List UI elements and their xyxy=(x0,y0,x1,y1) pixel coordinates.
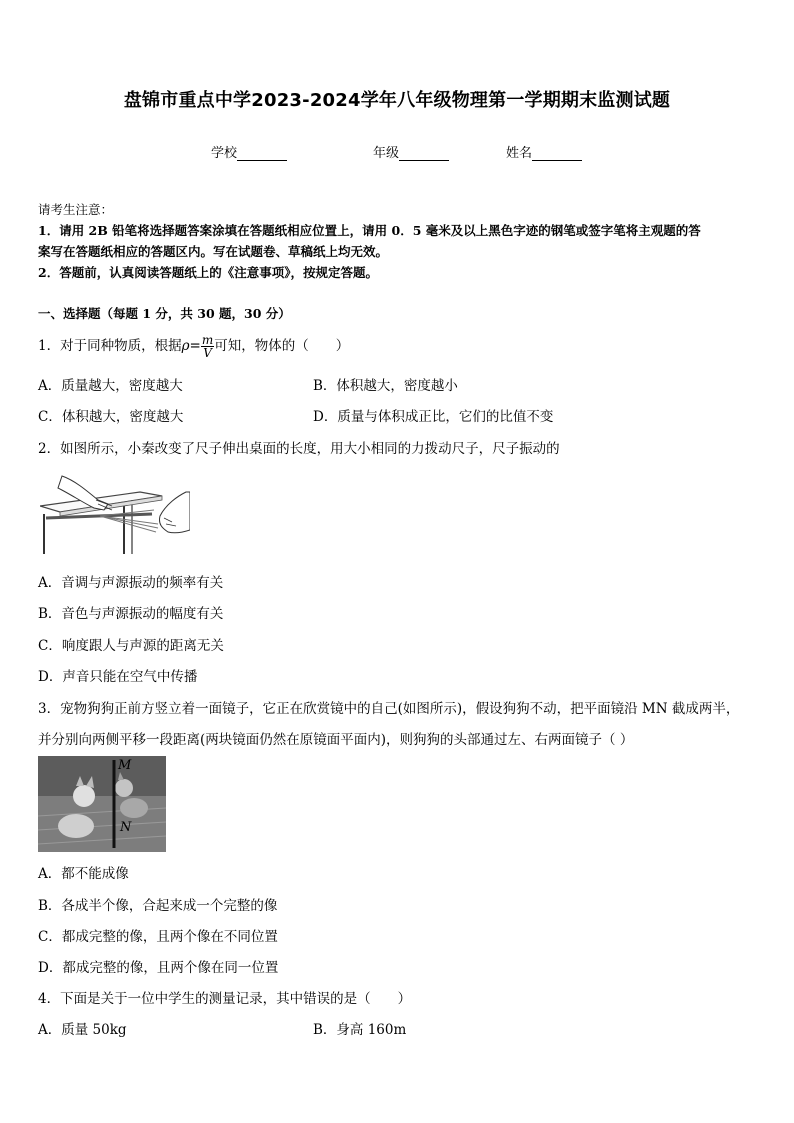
name-blank xyxy=(532,146,582,161)
q1-fraction xyxy=(201,334,214,359)
page-title: 盘锦市重点中学2023-2024学年八年级物理第一学期期末监测试题 xyxy=(123,90,671,111)
q3-option-d: D．都成完整的像，且两个像在同一位置 xyxy=(38,960,279,976)
grade-blank xyxy=(399,146,449,161)
q2-option-a: A．音调与声源振动的频率有关 xyxy=(38,575,224,591)
question-3-stem-line-1: 3．宠物狗狗正前方竖立着一面镜子，它正在欣赏镜中的自己(如图所示)，假设狗狗不动，把平面镜沿 MN 截成两半， xyxy=(38,701,740,717)
label-n: N xyxy=(120,820,132,835)
name-field xyxy=(506,142,582,161)
question-1-stem xyxy=(38,333,349,359)
q3-option-c: C．都成完整的像，且两个像在不同位置 xyxy=(38,929,278,945)
q1-equals: = xyxy=(189,338,201,354)
q1-stem-prefix: 1．对于同种物质，根据 xyxy=(38,338,182,354)
q2-option-d: D．声音只能在空气中传播 xyxy=(38,669,198,685)
grade-label: 年级 xyxy=(373,146,400,161)
dog-mirror-drawing xyxy=(38,756,166,852)
q3-option-a: A．都不能成像 xyxy=(38,866,129,882)
q1-stem-suffix: 可知，物体的（ ） xyxy=(214,338,350,354)
q2-option-c: C．响度跟人与声源的距离无关 xyxy=(38,638,224,654)
q1-numerator: m xyxy=(201,333,214,347)
section-heading: 一、选择题（每题 1 分，共 30 题，30 分） xyxy=(38,306,291,321)
question-3-stem-line-2: 并分别向两侧平移一段距离(两块镜面仍然在原镜面平面内)，则狗狗的头部通过左、右两面镜子（ ） xyxy=(38,732,634,748)
q1-option-d: D．质量与体积成正比，它们的比值不变 xyxy=(313,409,554,425)
q3-option-b: B．各成半个像，合起来成一个完整的像 xyxy=(38,898,278,914)
grade-field xyxy=(373,142,449,161)
q1-option-c: C．体积越大，密度越大 xyxy=(38,409,184,425)
q1-option-a: A．质量越大，密度越大 xyxy=(38,378,183,394)
school-blank xyxy=(237,146,287,161)
ruler-on-table-figure xyxy=(40,470,190,554)
notice-line-1: 1．请用 2B 铅笔将选择题答案涂填在答题纸相应位置上，请用 0．5 毫米及以上黑色字迹的钢笔或签字笔将主观题的答 xyxy=(38,223,701,238)
q4-option-b: B．身高 160m xyxy=(313,1022,407,1038)
notice-heading: 请考生注意： xyxy=(38,202,114,217)
q1-rho: ρ xyxy=(181,338,190,354)
notice-line-2: 案写在答题纸相应的答题区内。写在试题卷、草稿纸上均无效。 xyxy=(38,244,389,259)
school-label: 学校 xyxy=(211,146,238,161)
q1-denominator: V xyxy=(203,346,212,360)
question-4-stem: 4．下面是关于一位中学生的测量记录，其中错误的是（ ） xyxy=(38,991,412,1007)
school-field xyxy=(211,142,287,161)
dog-mirror-photo xyxy=(38,756,166,852)
name-label: 姓名 xyxy=(506,146,533,161)
q2-option-b: B．音色与声源振动的幅度有关 xyxy=(38,606,224,622)
q1-option-b: B．体积越大，密度越小 xyxy=(313,378,458,394)
label-m: M xyxy=(118,758,132,773)
q4-option-a: A．质量 50kg xyxy=(38,1022,127,1038)
question-2-stem: 2．如图所示，小秦改变了尺子伸出桌面的长度，用大小相同的力拨动尺子，尺子振动的 xyxy=(38,441,560,457)
notice-line-3: 2．答题前，认真阅读答题纸上的《注意事项》，按规定答题。 xyxy=(38,265,378,280)
